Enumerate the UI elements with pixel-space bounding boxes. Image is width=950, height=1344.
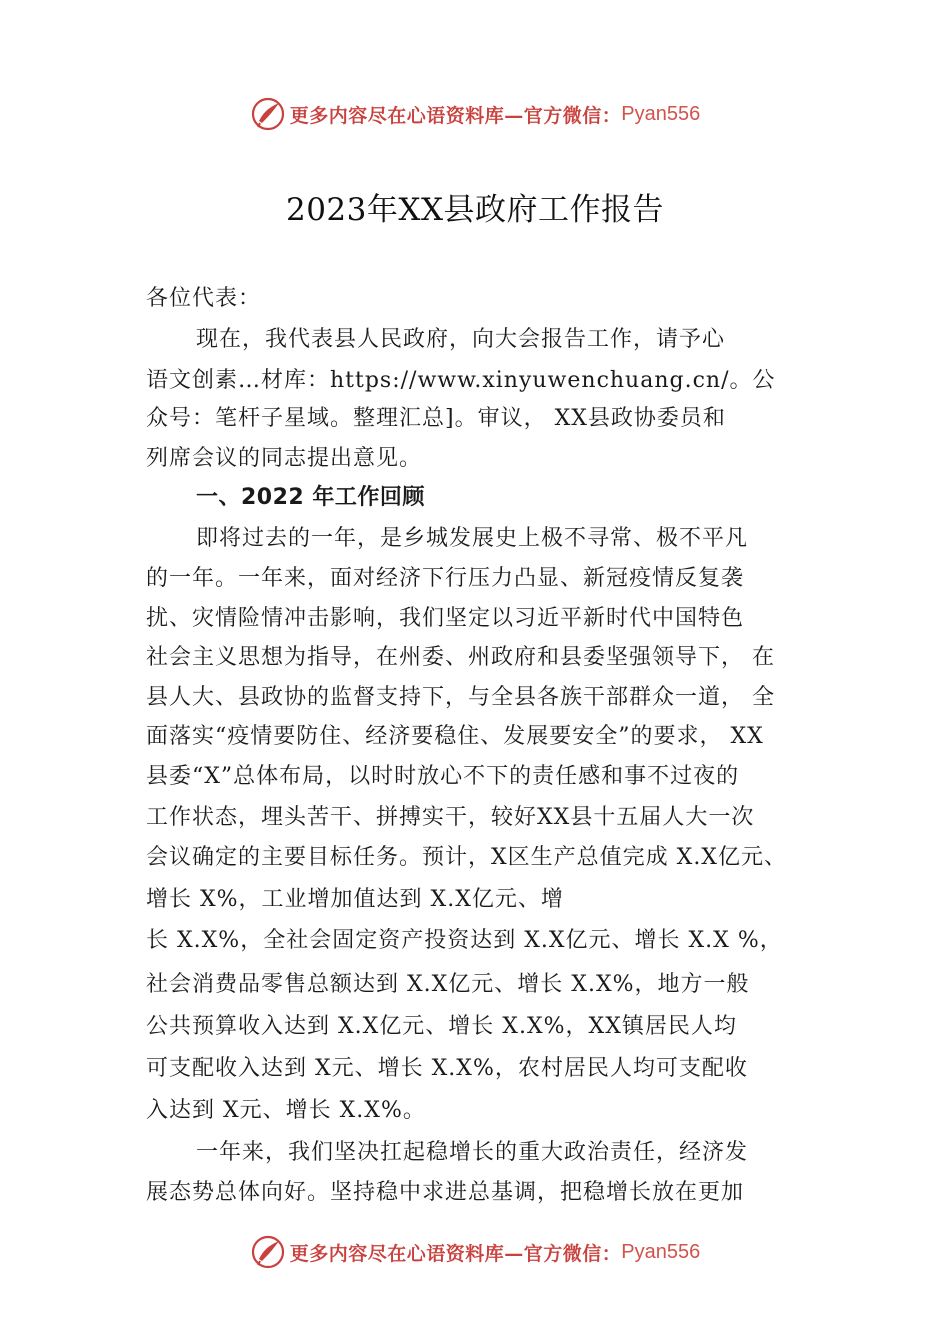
body-line: 语文创素…材库：https://www.xinyuwenchuang.cn/。公	[146, 368, 776, 393]
salutation: 各位代表：	[146, 286, 262, 311]
body-line: 扰、灾情险情冲击影响，我们坚定以习近平新时代中国特色	[146, 606, 745, 631]
body-line: 众号：笔杆子星域。整理汇总]。审议， XX县政协委员和	[146, 406, 726, 431]
body-line: 增长 X%，工业增加值达到 X.X亿元、增	[146, 887, 564, 912]
body-line: 可支配收入达到 X元、增长 X.X%，农村居民人均可支配收	[146, 1056, 748, 1081]
body-line: 社会主义思想为指导，在州委、州政府和县委坚强领导下， 在	[146, 645, 775, 670]
body-line: 即将过去的一年，是乡城发展史上极不寻常、极不平凡	[196, 526, 749, 551]
section-heading: 一、2022 年工作回顾	[196, 485, 425, 510]
body-line: 展态势总体向好。坚持稳中求进总基调，把稳增长放在更加	[146, 1180, 745, 1205]
body-line: 入达到 X元、增长 X.X%。	[146, 1098, 426, 1123]
body-line: 县人大、县政协的监督支持下，与全县各族干部群众一道， 全	[146, 685, 775, 710]
watermark-handle: Pyan556	[621, 102, 701, 125]
body-line: 列席会议的同志提出意见。	[146, 446, 423, 471]
body-line: 社会消费品零售总额达到 X.X亿元、增长 X.X%，地方一般	[146, 972, 750, 997]
body-line: 的一年。一年来，面对经济下行压力凸显、新冠疫情反复袭	[146, 566, 745, 591]
body-line: 会议确定的主要目标任务。预计，X区生产总值完成 X.X亿元、	[146, 845, 787, 870]
watermark-text: 更多内容尽在心语资料库—官方微信：	[289, 104, 622, 127]
watermark-text: 更多内容尽在心语资料库—官方微信：	[289, 1242, 622, 1265]
body-line: 面落实“疫情要防住、经济要稳住、发展要安全”的要求， XX	[146, 724, 764, 749]
body-line: 工作状态，埋头苦干、拼搏实干，较好XX县十五届人大一次	[146, 805, 755, 830]
watermark-handle: Pyan556	[621, 1240, 701, 1263]
body-line: 县委“X”总体布局，以时时放心不下的责任感和事不过夜的	[146, 764, 740, 789]
body-line: 一年来，我们坚决扛起稳增长的重大政治责任，经济发	[196, 1140, 749, 1165]
body-line: 长 X.X%，全社会固定资产投资达到 X.X亿元、增长 X.X %，	[146, 928, 783, 953]
pen-logo-icon	[250, 96, 286, 132]
watermark-footer	[0, 1230, 950, 1274]
watermark-header	[0, 92, 950, 136]
body-line: 现在，我代表县人民政府，向大会报告工作，请予心	[196, 327, 726, 352]
pen-logo-icon	[250, 1234, 286, 1270]
page-title: 2023年XX县政府工作报告	[285, 192, 665, 228]
body-line: 公共预算收入达到 X.X亿元、增长 X.X%，XX镇居民人均	[146, 1014, 737, 1039]
